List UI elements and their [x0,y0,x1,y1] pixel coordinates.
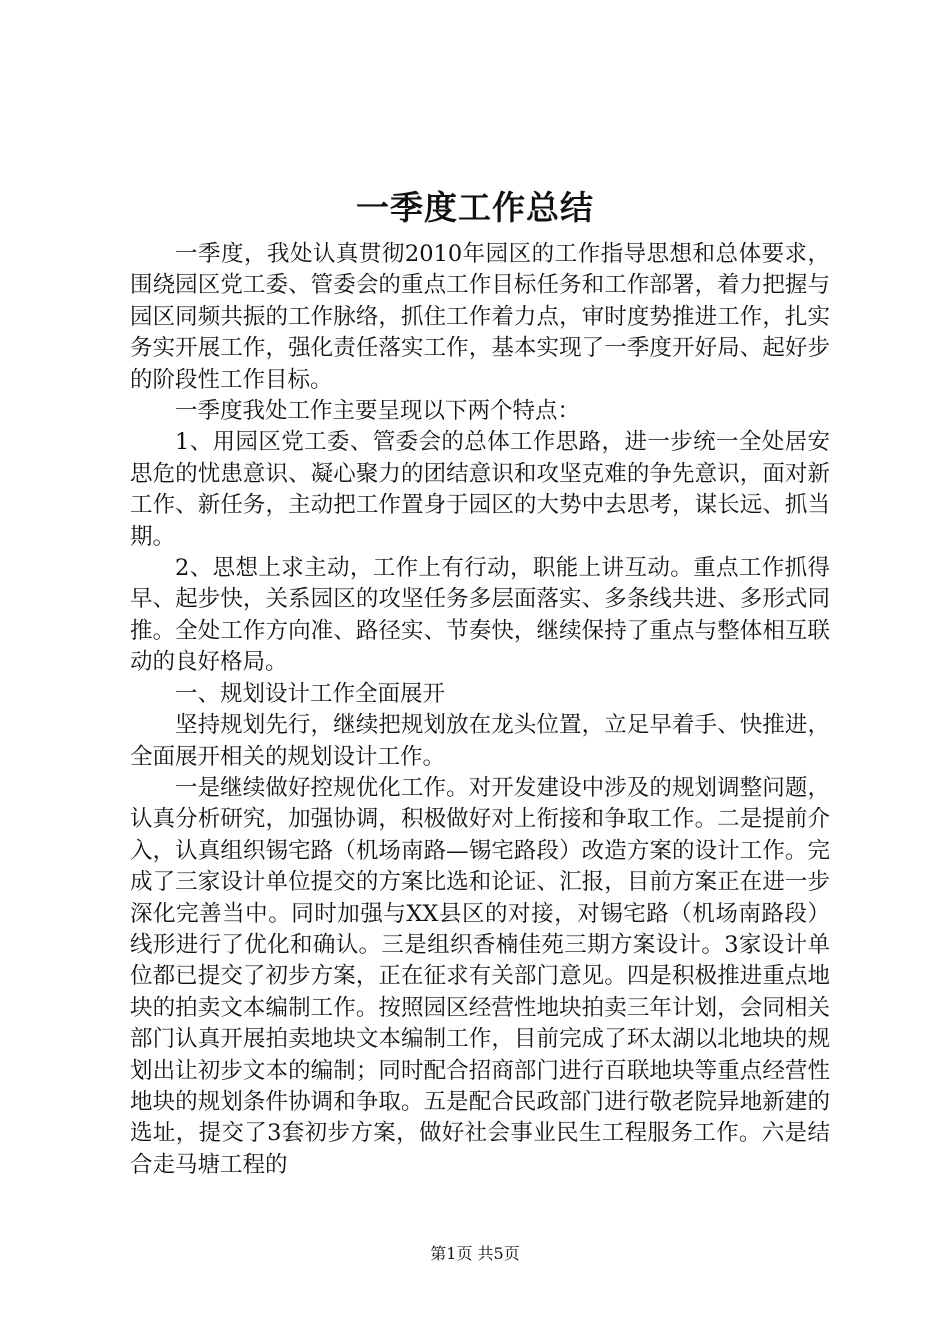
document-title: 一季度工作总结 [356,188,594,227]
paragraph: 一是继续做好控规优化工作。对开发建设中涉及的规划调整问题，认真分析研究，加强协调，积极做好对上衔接和争取工作。二是提前介入，认真组织锡宅路（机场南路—锡宅路段）改造方案的设计工作。完成了三家设计单位提交的方案比选和论证、汇报，目前方案正在进一步深化完善当中。同时加强与XX县区的对接，对锡宅路（机场南路段）线形进行了优化和确认。三是组织香楠佳苑三期方案设计。3家设计单位都已提交了初步方案，正在征求有关部门意见。四是积极推进重点地块的拍卖文本编制工作。按照园区经营性地块拍卖三年计划，会同相关部门认真开展拍卖地块文本编制工作，目前完成了环太湖以北地块的规划出让初步文本的编制；同时配合招商部门进行百联地块等重点经营性地块的规划条件协调和争取。五是配合民政部门进行敬老院异地新建的选址，提交了3套初步方案，做好社会事业民生工程服务工作。六是结合走马塘工程的 [130,774,830,1178]
paragraph: 一季度我处工作主要呈现以下两个特点： [175,398,581,425]
paragraph: 2、思想上求主动，工作上有行动，职能上讲互动。重点工作抓得早、起步快，关系园区的攻坚任务多层面落实、多条线共进、多形式同推。全处工作方向准、路径实、节奏快，继续保持了重点与整体相互联动的良好格局。 [130,555,830,676]
paragraph: 坚持规划先行，继续把规划放在龙头位置，立足早着手、快推进，全面展开相关的规划设计工作。 [130,712,830,770]
page-footer: 第1页 共5页 [430,1244,520,1263]
section-heading: 一、规划设计工作全面展开 [175,680,446,707]
paragraph: 一季度，我处认真贯彻2010年园区的工作指导思想和总体要求，围绕园区党工委、管委会的重点工作目标任务和工作部署，着力把握与园区同频共振的工作脉络，抓住工作着力点，审时度势推进工作，扎实务实开展工作，强化责任落实工作，基本实现了一季度开好局、起好步的阶段性工作目标。 [130,241,830,393]
paragraph: 1、用园区党工委、管委会的总体工作思路，进一步统一全处居安思危的忧患意识、凝心聚力的团结意识和攻坚克难的争先意识，面对新工作、新任务，主动把工作置身于园区的大势中去思考，谋长远、抓当期。 [130,429,830,550]
document-body [130,239,830,1181]
